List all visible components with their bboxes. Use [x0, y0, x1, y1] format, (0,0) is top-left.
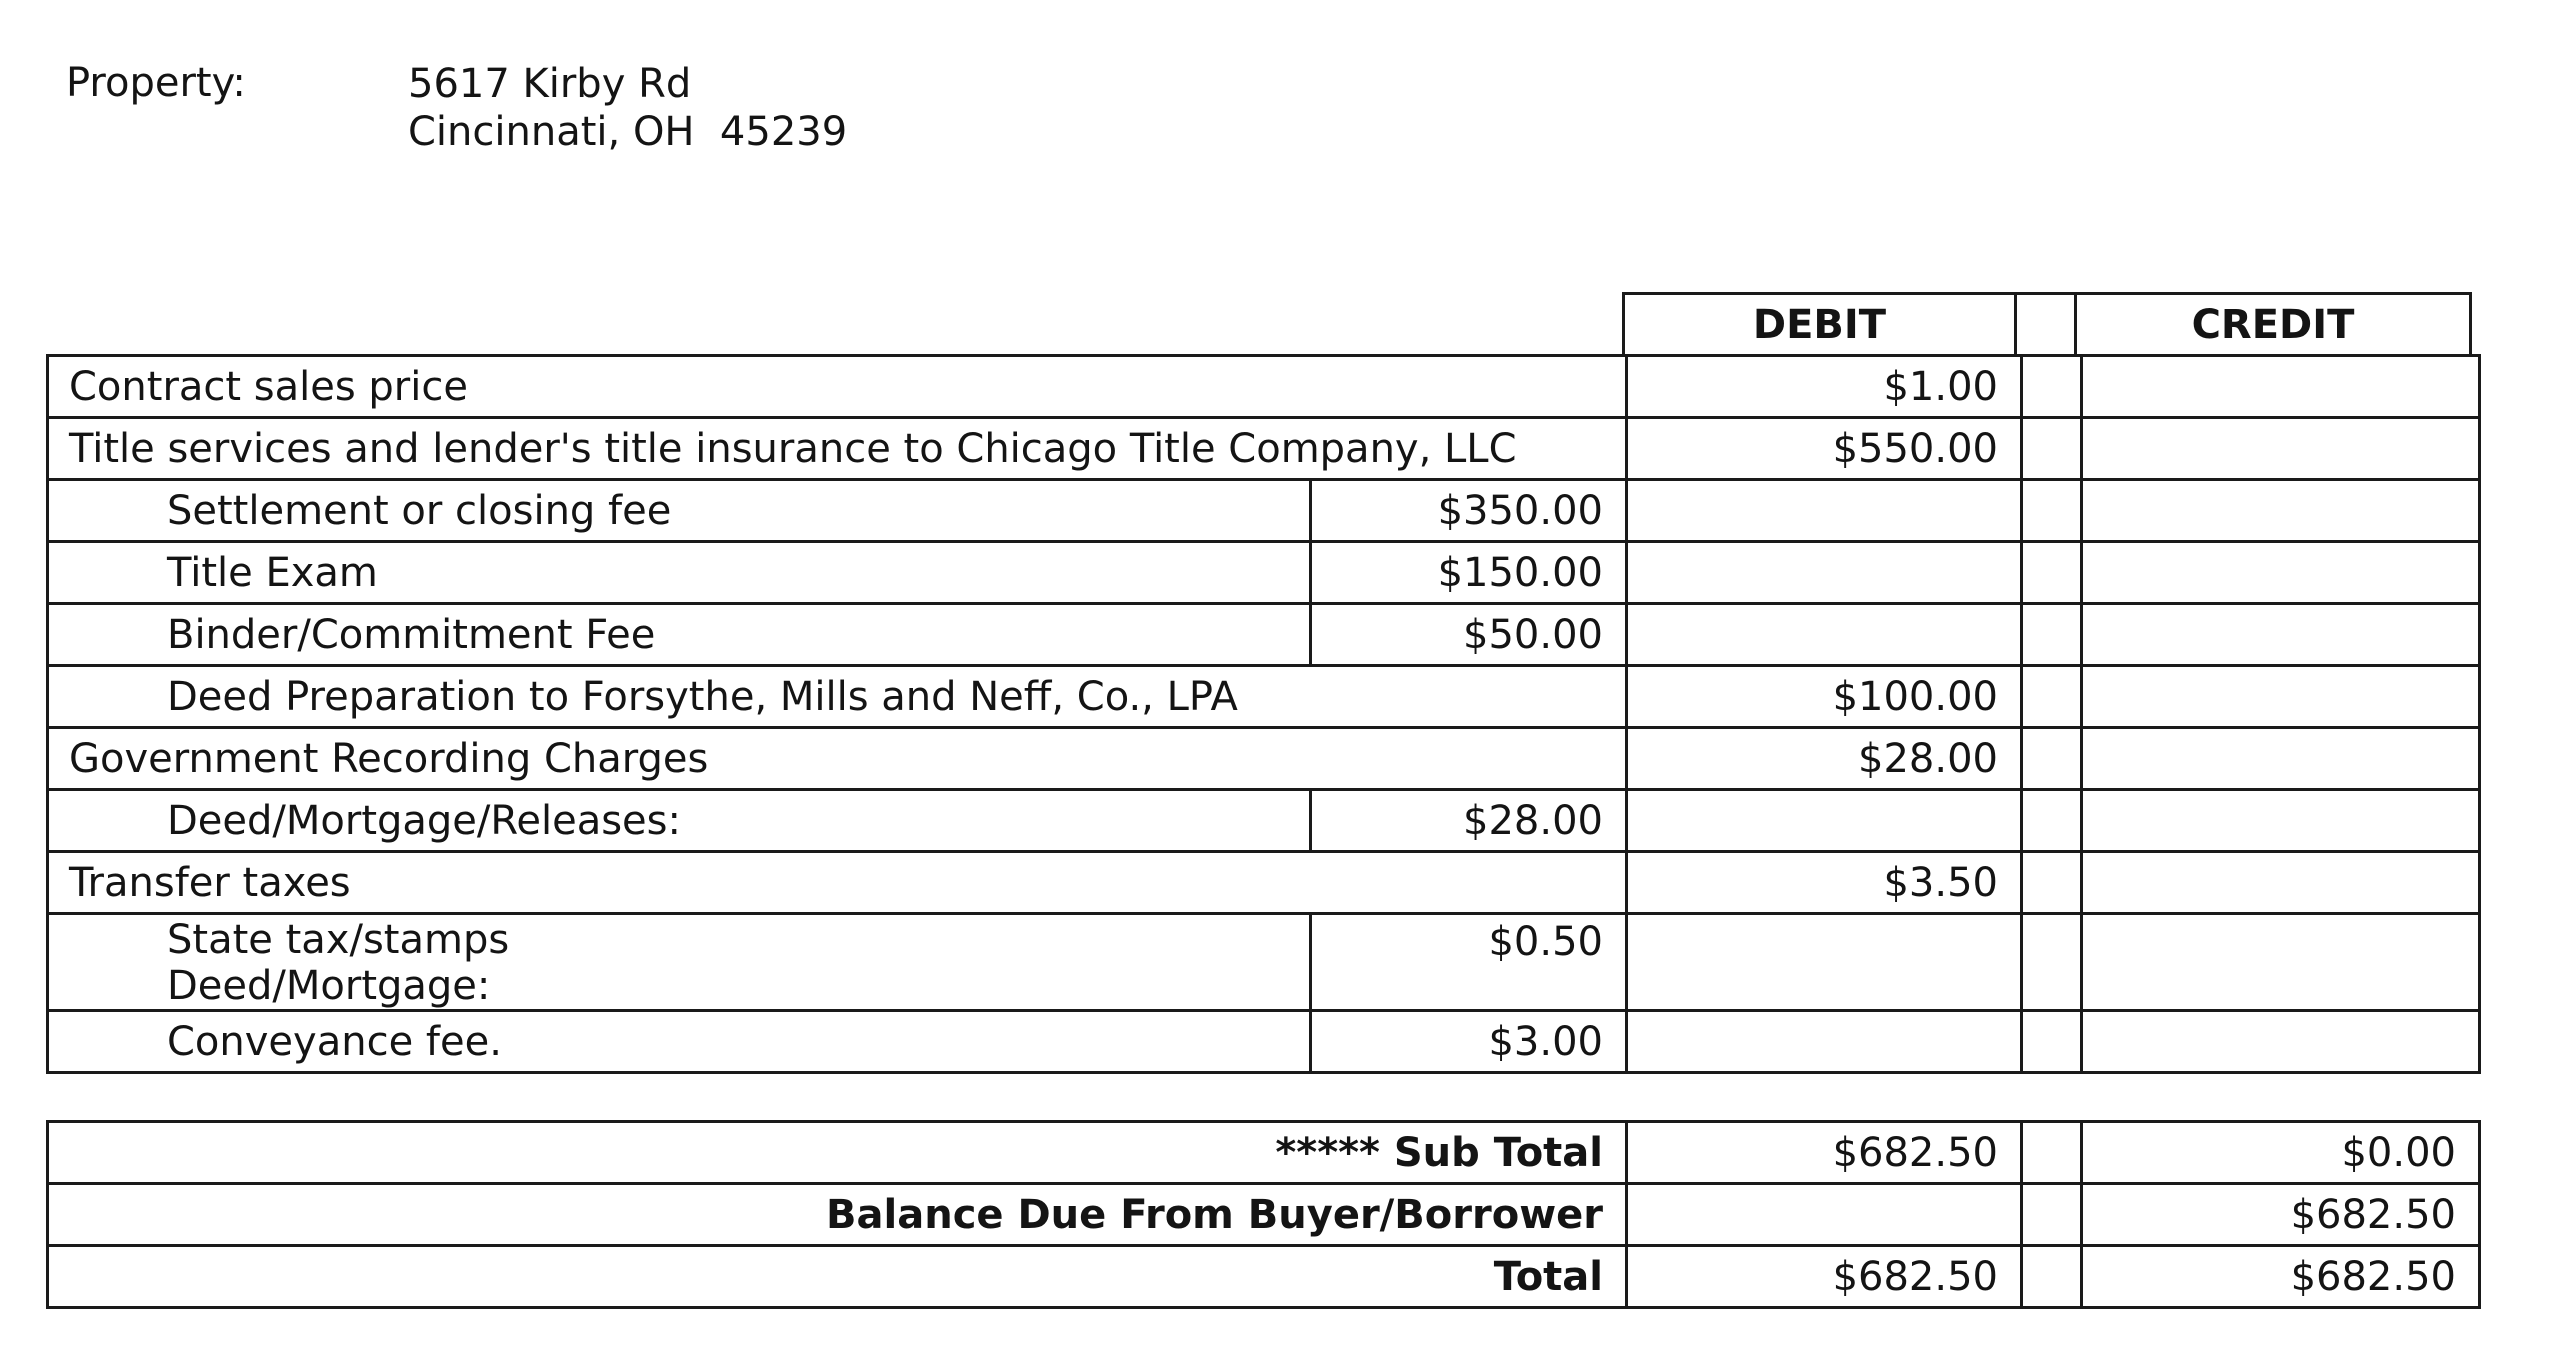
spacer-cell [2022, 666, 2082, 728]
credit-cell [2082, 728, 2480, 790]
row-label: Government Recording Charges [48, 728, 1627, 790]
address-line-2: Cincinnati, OH 45239 [408, 109, 848, 155]
debit-cell [1627, 604, 2022, 666]
sub-amount-cell: $350.00 [1311, 480, 1627, 542]
debit-cell [1627, 542, 2022, 604]
debit-cell: $100.00 [1627, 666, 2022, 728]
debit-cell [1627, 914, 2022, 1011]
credit-cell [2082, 480, 2480, 542]
total-label: Total [48, 1246, 1627, 1308]
credit-cell [2082, 914, 2480, 1011]
property-label: Property: [66, 60, 246, 106]
sub-amount-cell: $3.00 [1311, 1011, 1627, 1073]
sub-amount-cell: $0.50 [1311, 914, 1627, 1011]
table-row [48, 666, 2480, 728]
table-row [48, 356, 2480, 418]
debit-cell: $682.50 [1627, 1246, 2022, 1308]
credit-cell [2082, 542, 2480, 604]
spacer-cell [2022, 604, 2082, 666]
credit-cell [2082, 418, 2480, 480]
address-line-1: 5617 Kirby Rd [408, 61, 692, 107]
row-label: Title services and lender's title insurance to Chicago Title Company, LLC [48, 418, 1627, 480]
row-label: Contract sales price [48, 356, 1627, 418]
row-label: Deed Preparation to Forsythe, Mills and Neff, Co., LPA [48, 666, 1627, 728]
credit-cell [2082, 852, 2480, 914]
debit-cell: $682.50 [1627, 1122, 2022, 1184]
table-row [48, 604, 2480, 666]
row-label-line-1: State tax/stamps [167, 917, 510, 963]
spacer-cell [2022, 418, 2082, 480]
credit-cell: $682.50 [2082, 1246, 2480, 1308]
spacer-cell [2022, 728, 2082, 790]
credit-header: CREDIT [2074, 292, 2472, 354]
subtotal-row [48, 1122, 2480, 1184]
sub-amount-cell: $150.00 [1311, 542, 1627, 604]
property-address [408, 60, 847, 156]
spacer-cell [2022, 1184, 2082, 1246]
row-label: Transfer taxes [48, 852, 1627, 914]
table-row [48, 480, 2480, 542]
credit-cell [2082, 604, 2480, 666]
debit-cell: $1.00 [1627, 356, 2022, 418]
debit-cell [1627, 1184, 2022, 1246]
debit-cell: $3.50 [1627, 852, 2022, 914]
table-row [48, 728, 2480, 790]
total-row [48, 1246, 2480, 1308]
sub-amount-cell: $28.00 [1311, 790, 1627, 852]
credit-cell: $682.50 [2082, 1184, 2480, 1246]
row-label: Binder/Commitment Fee [48, 604, 1311, 666]
row-label-line-2: Deed/Mortgage: [167, 963, 491, 1009]
spacer-cell [2022, 1122, 2082, 1184]
spacer-cell [2022, 356, 2082, 418]
spacer-cell [2022, 790, 2082, 852]
balance-due-row [48, 1184, 2480, 1246]
credit-cell [2082, 1011, 2480, 1073]
spacer-cell [2022, 480, 2082, 542]
header-spacer [2014, 292, 2077, 354]
spacer-cell [2022, 1011, 2082, 1073]
row-label: Deed/Mortgage/Releases: [48, 790, 1311, 852]
table-row [48, 852, 2480, 914]
table-row [48, 790, 2480, 852]
spacer-cell [2022, 542, 2082, 604]
credit-cell [2082, 356, 2480, 418]
debit-cell [1627, 480, 2022, 542]
debit-cell: $28.00 [1627, 728, 2022, 790]
debit-cell [1627, 790, 2022, 852]
charges-table [46, 354, 2481, 1074]
sub-amount-cell: $50.00 [1311, 604, 1627, 666]
table-row [48, 542, 2480, 604]
spacer-cell [2022, 914, 2082, 1011]
table-row [48, 914, 2480, 1011]
debit-cell: $550.00 [1627, 418, 2022, 480]
table-row [48, 418, 2480, 480]
table-row [48, 1011, 2480, 1073]
row-label: Settlement or closing fee [48, 480, 1311, 542]
row-label [48, 914, 1311, 1011]
balance-due-label: Balance Due From Buyer/Borrower [48, 1184, 1627, 1246]
credit-cell: $0.00 [2082, 1122, 2480, 1184]
credit-cell [2082, 666, 2480, 728]
subtotal-label: ***** Sub Total [48, 1122, 1627, 1184]
spacer-cell [2022, 1246, 2082, 1308]
debit-cell [1627, 1011, 2022, 1073]
row-label: Title Exam [48, 542, 1311, 604]
spacer-cell [2022, 852, 2082, 914]
credit-cell [2082, 790, 2480, 852]
totals-table [46, 1120, 2481, 1309]
row-label: Conveyance fee. [48, 1011, 1311, 1073]
debit-header: DEBIT [1622, 292, 2017, 354]
